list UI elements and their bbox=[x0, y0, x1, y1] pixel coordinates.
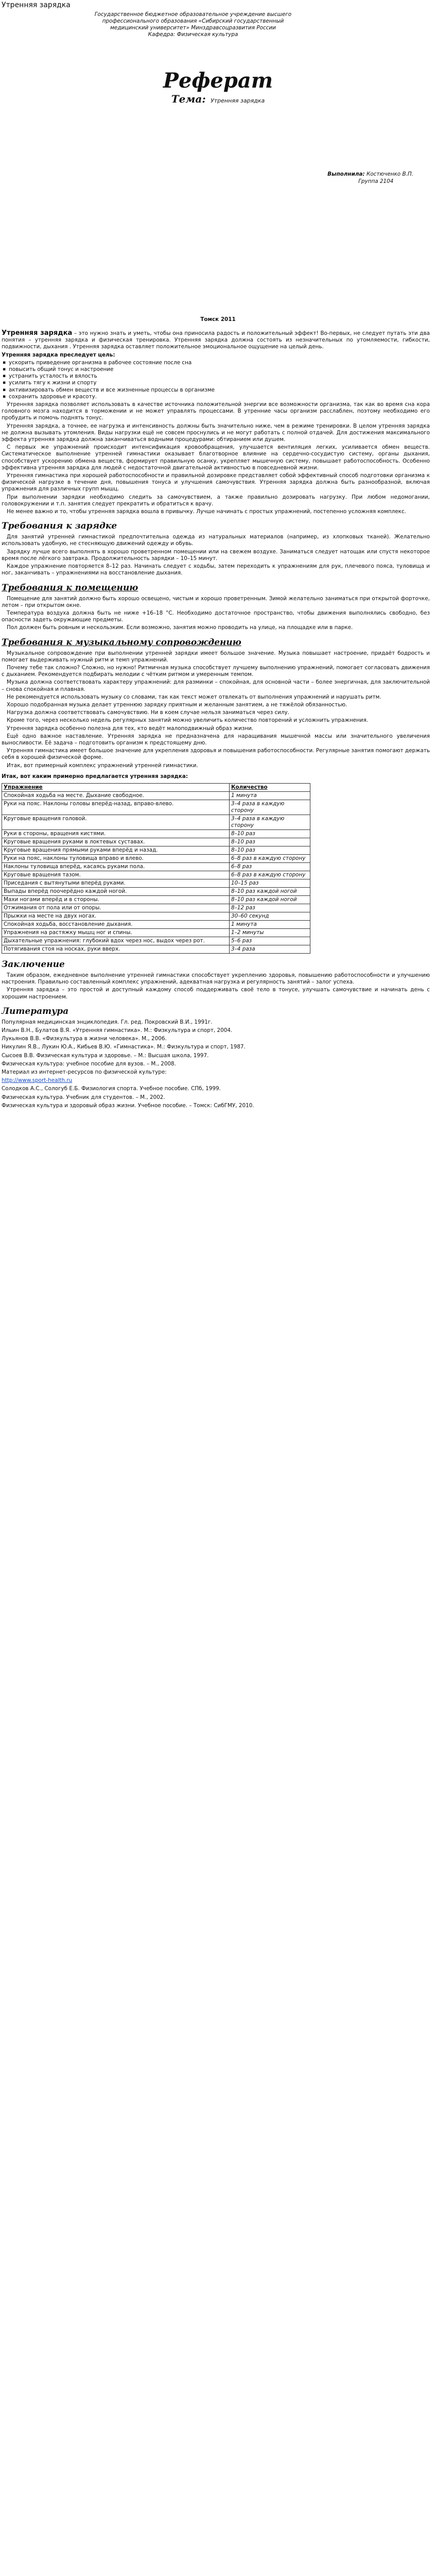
quantity-cell: 30–60 секунд bbox=[230, 912, 310, 920]
paragraph: Температура воздуха должна быть не ниже +16–18 °С. Необходимо достаточное пространство, чтобы движения выполнялись свободно, без опасности задеть окружающие предметы. bbox=[2, 609, 430, 623]
literature-item: Никулин Я.В., Лукин Ю.А., Кибьев В.Ю. «Гимнастика». М.: Физкультура и спорт, 1987. bbox=[2, 1044, 246, 1050]
exercise-table bbox=[2, 783, 310, 954]
paragraph: Музыка должна соответствовать характеру упражнений: для разминки – спокойная, для основной части – более энергичная, для заключительной – снова спокойная и плавная. bbox=[2, 679, 430, 692]
institution-line: медицинский университет» Минздравсоцразвития России bbox=[110, 25, 276, 31]
exercise-cell: Наклоны туловища вперёд, касаясь руками пола. bbox=[2, 862, 230, 871]
paragraph: При выполнении зарядки необходимо следить за самочувствием, а также правильно дозировать нагрузку. При любом недомогании, головокружении и т.п. занятия следует прекратить и обратиться к врачу. bbox=[2, 494, 430, 507]
paragraph: Для занятий утренней гимнастикой предпочтительна одежда из натуральных материалов (например, из хлопковых тканей). Желательно использовать удобную, не стесняющую движений одежду и обувь. bbox=[2, 534, 430, 547]
column-header: Количество bbox=[230, 783, 310, 791]
table-row bbox=[2, 945, 310, 953]
department-line: Кафедра: Физическая культура bbox=[148, 31, 238, 38]
topic bbox=[0, 93, 436, 105]
literature-item: Ильин В.Н., Булатов В.Я. «Утренняя гимнастика». М.: Физкультура и спорт, 2004. bbox=[2, 1027, 233, 1033]
section-heading-music: Требования к музыкальному сопровождению bbox=[2, 637, 241, 648]
column-header: Упражнение bbox=[2, 783, 230, 791]
table-row bbox=[2, 815, 310, 829]
quantity-cell: 6–8 раз bbox=[230, 862, 310, 871]
exercise-cell: Отжимания от пола или от опоры. bbox=[2, 904, 230, 912]
table-row bbox=[2, 937, 310, 945]
author-name: Костюченко В.П. bbox=[366, 171, 413, 177]
author-label: Выполнила: bbox=[327, 171, 365, 177]
paragraph: Не рекомендуется использовать музыку со словами, так как текст может отвлекать от выполнения упражнений и нарушать ритм. bbox=[7, 693, 381, 700]
quantity-cell: 8–12 раз bbox=[230, 904, 310, 912]
exercise-cell: Спокойная ходьба на месте. Дыхание свободное. bbox=[2, 791, 230, 800]
quantity-cell: 8–10 раз каждой ногой bbox=[230, 895, 310, 904]
paragraph: Утренняя зарядка особенно полезна для тех, кто ведёт малоподвижный образ жизни. bbox=[7, 725, 254, 732]
exercise-cell: Спокойная ходьба, восстановление дыхания. bbox=[2, 920, 230, 928]
goal-item: ▪ сохранить здоровье и красоту. bbox=[2, 394, 430, 400]
literature-item: Сысоев В.В. Физическая культура и здоровье. – М.: Высшая школа, 1997. bbox=[2, 1052, 209, 1059]
literature-item: Физическая культура и здоровый образ жизни. Учебное пособие. – Томск: СибГМУ, 2010. bbox=[2, 1102, 254, 1109]
paragraph: Кроме того, через несколько недель регулярных занятий можно увеличить количество повторений и усложнить упражнения. bbox=[7, 717, 369, 724]
exercise-cell: Круговые вращения тазом. bbox=[2, 871, 230, 879]
table-row bbox=[2, 854, 310, 862]
table-row bbox=[2, 838, 310, 846]
quantity-cell: 8–10 раз bbox=[230, 846, 310, 854]
group-number: Группа 2104 bbox=[358, 178, 394, 184]
literature-item: Физическая культура: учебное пособие для вузов. – М., 2008. bbox=[2, 1060, 176, 1067]
author-block bbox=[327, 171, 413, 185]
exercise-cell: Приседания с вытянутыми вперёд руками. bbox=[2, 879, 230, 887]
table-row bbox=[2, 928, 310, 937]
exercise-cell: Потягивания стоя на носках, руки вверх. bbox=[2, 945, 230, 953]
table-row bbox=[2, 887, 310, 895]
city-year: Томск 2011 bbox=[200, 316, 236, 323]
quantity-cell: 3–4 раза в каждую сторону bbox=[230, 800, 310, 815]
table-row bbox=[2, 846, 310, 854]
quantity-cell: 1 минута bbox=[230, 920, 310, 928]
paragraph: Нагрузка должна соответствовать самочувствию. Ни в коем случае нельзя заниматься через силу. bbox=[7, 709, 290, 716]
goal-item: ▪ устранить усталость и вялость bbox=[2, 373, 430, 380]
table-row bbox=[2, 904, 310, 912]
topic-label: Тема: bbox=[171, 93, 206, 105]
topic-value: Утренняя зарядка bbox=[211, 97, 265, 104]
paragraph: Утренняя зарядка позволяет использовать в качестве источника положительной энергии все возможности организма, так как во время сна кора головного мозга находится в торможении и не может управлять процессами. В утренние часы организм расслаблен, поэтому необходимо его пробудить и помочь поднять тонус. bbox=[2, 401, 430, 421]
goal-item: ▪ ускорить приведение организма в рабочее состояние после сна bbox=[2, 360, 430, 366]
quantity-cell: 6–8 раз в каждую сторону bbox=[230, 871, 310, 879]
paragraph: Утренняя зарядка – это простой и доступный каждому способ поддерживать своё тело в тонусе, улучшать самочувствие и начинать день с хорошим настроением. bbox=[2, 987, 430, 1000]
paragraph: Каждое упражнение повторяется 8–12 раз. Начинать следует с ходьбы, затем переходить к упражнениям для рук, плечевого пояса, туловища и ног, заканчивать – упражнениями на восстановление дыхания. bbox=[2, 563, 430, 577]
exercise-cell: Руки на пояс. Наклоны головы вперёд-назад, вправо-влево. bbox=[2, 800, 230, 815]
paragraph: Пол должен быть ровным и нескользким. Если возможно, занятия можно проводить на улице, на площадке или в парке. bbox=[7, 624, 353, 631]
goal-item: ▪ повысить общий тонус и настроение bbox=[2, 366, 430, 373]
exercise-cell: Круговые вращения головой. bbox=[2, 815, 230, 829]
quantity-cell: 3–4 раза в каждую сторону bbox=[230, 815, 310, 829]
table-header-row bbox=[2, 783, 310, 791]
paragraph: Таким образом, ежедневное выполнение утренней гимнастики способствует укреплению здоровья, повышению работоспособности и улучшению настроения. Правильно составленный комплекс упражнений, адекватная нагрузка и регулярность занятий – залог успеха. bbox=[2, 972, 430, 986]
goals-title: Утренняя зарядка преследует цель: bbox=[2, 351, 115, 358]
quantity-cell: 1–2 минуты bbox=[230, 928, 310, 937]
table-row bbox=[2, 912, 310, 920]
literature-item: Солодков А.С., Сологуб Е.Б. Физиология спорта. Учебное пособие. СПб, 1999. bbox=[2, 1086, 221, 1092]
institution-line: Государственное бюджетное образовательное учреждение высшего bbox=[94, 11, 292, 18]
paragraph: Музыкальное сопровождение при выполнении утренней зарядки имеет большое значение. Музыка повышает настроение, придаёт бодрость и помогает выдерживать нужный ритм и темп упражнений. bbox=[2, 650, 430, 663]
paragraph: С первых же упражнений происходит интенсификация кровообращения, улучшается вентиляция легких, усиливается обмен веществ. Систематическое выполнение утренней гимнастики оказывает благотворное влияние на сердечно-сосудистую систему, органы дыхания, способствует ускорению обмена веществ, формирует правильную осанку, укрепляет мышечную систему, повышает работоспособность. Особенно эффективна утренняя зарядка для людей с недостаточной двигательной активностью в повседневной жизни. bbox=[2, 444, 430, 471]
paragraph: Помещение для занятий должно быть хорошо освещено, чистым и хорошо проветренным. Зимой желательно заниматься при открытой форточке, летом – при открытом окне. bbox=[2, 595, 430, 608]
quantity-cell: 8–10 раз bbox=[230, 829, 310, 838]
table-body bbox=[2, 791, 310, 953]
table-row bbox=[2, 862, 310, 871]
literature-item: Лукьянов В.В. «Физкультура в жизни человека». М., 2006. bbox=[2, 1036, 167, 1042]
paragraph: Итак, вот примерный комплекс упражнений утренней гимнастики. bbox=[7, 762, 198, 769]
section-heading-requirements: Требования к зарядке bbox=[2, 521, 117, 532]
exercise-cell: Круговые вращения прямыми руками вперёд и назад. bbox=[2, 846, 230, 854]
quantity-cell: 6–8 раз в каждую сторону bbox=[230, 854, 310, 862]
paragraph: Почему тебе так сложно? Сложно, но нужно! Ритмичная музыка способствует лучшему выполнению упражнений, помогает согласовать движения с дыханием. Рекомендуется подбирать мелодии с чётким ритмом и умеренным темпом. bbox=[2, 664, 430, 678]
goal-item: ▪ усилить тягу к жизни и спорту bbox=[2, 380, 430, 386]
exercise-cell: Махи ногами вперёд и в стороны. bbox=[2, 895, 230, 904]
section-heading-conclusion: Заключение bbox=[2, 959, 65, 970]
exercise-cell: Круговые вращения руками в локтевых суставах. bbox=[2, 838, 230, 846]
exercise-cell: Упражнения на растяжку мышц ног и спины. bbox=[2, 928, 230, 937]
paragraph: Утренняя гимнастика при хорошей работоспособности и правильной дозировке представляет собой эффективный способ подготовки организма к физической нагрузке в течение дня, повышения тонуса и улучшения самочувствия. Утренняя зарядка должна быть разнообразной, включая упражнения для различных групп мышц. bbox=[2, 472, 430, 493]
paragraph: Ещё одно важное наставление. Утренняя зарядка не предназначена для наращивания мышечной массы или значительного увеличения выносливости. Её задача – подготовить организм к предстоящему дню. bbox=[2, 733, 430, 746]
table-row bbox=[2, 920, 310, 928]
literature-item: Физическая культура. Учебник для студентов. – М., 2002. bbox=[2, 1094, 165, 1100]
institution-line: профессионального образования «Сибирский государственный bbox=[102, 18, 284, 24]
paragraph: Зарядку лучше всего выполнять в хорошо проветренном помещении или на свежем воздухе. Заниматься следует натощак или спустя некоторое время после лёгкого завтрака. Продолжительность зарядки – 10–15 минут. bbox=[2, 548, 430, 562]
table-row bbox=[2, 879, 310, 887]
intro-lead: Утренняя зарядка bbox=[2, 329, 73, 337]
section-heading-room: Требования к помещению bbox=[2, 582, 138, 593]
quantity-cell: 1 минута bbox=[230, 791, 310, 800]
document-title: Реферат bbox=[163, 69, 273, 93]
quantity-cell: 8–10 раз каждой ногой bbox=[230, 887, 310, 895]
paragraph: Утренняя зарядка, а точнее, ее нагрузка и интенсивность должны быть значительно ниже, чем в режиме тренировки. В целом утренняя зарядка не должна вызывать утомления. Виды нагрузки ещё не совсем проснулись и не могут работать с полной отдачей. Для достижения максимального эффекта утренняя зарядка должна заканчиваться водными процедурами: обтиранием или душем. bbox=[2, 422, 430, 443]
goal-item: ▪ активизировать обмен веществ и все жизненные процессы в организме bbox=[2, 387, 430, 394]
exercise-cell: Выпады вперёд поочерёдно каждой ногой. bbox=[2, 887, 230, 895]
exercise-cell: Руки на пояс, наклоны туловища вправо и влево. bbox=[2, 854, 230, 862]
table-row bbox=[2, 829, 310, 838]
literature-item: Материал из интернет-ресурсов по физической культуре: bbox=[2, 1069, 167, 1075]
document-body bbox=[2, 330, 430, 1111]
table-row bbox=[2, 871, 310, 879]
page-heading: Утренняя зарядка bbox=[2, 1, 71, 9]
goals-list bbox=[2, 360, 430, 400]
exercise-cell: Руки в стороны, вращения кистями. bbox=[2, 829, 230, 838]
table-row bbox=[2, 791, 310, 800]
intro-paragraph bbox=[2, 330, 430, 351]
quantity-cell: 5–6 раз bbox=[230, 937, 310, 945]
quantity-cell: 3–4 раза bbox=[230, 945, 310, 953]
quantity-cell: 10–15 раз bbox=[230, 879, 310, 887]
exercise-cell: Прыжки на месте на двух ногах. bbox=[2, 912, 230, 920]
paragraph: Хорошо подобранная музыка делает утреннюю зарядку приятным и желанным занятием, а не тяжёлой обязанностью. bbox=[7, 701, 347, 708]
institution-header bbox=[31, 11, 355, 38]
exercise-cell: Дыхательные упражнения: глубокий вдох через нос, выдох через рот. bbox=[2, 937, 230, 945]
literature-list bbox=[2, 1019, 430, 1109]
intro-text: – это нужно знать и уметь, чтобы она приносила радость и положительный эффект! Во-первых, не следует путать эти два понятия – утренняя зарядка и физическая тренировка. Утренняя зарядка должна состоять из незначительных по утомляемости, гибкости, подвижности, дыхания . Утренняя зарядка оставляет положительное эмоциональное ощущение на целый день. bbox=[2, 330, 430, 350]
paragraph: Не менее важно и то, чтобы утренняя зарядка вошла в привычку. Лучше начинать с простых упражнений, постепенно усложняя комплекс. bbox=[7, 509, 406, 515]
quantity-cell: 8–10 раз bbox=[230, 838, 310, 846]
table-row bbox=[2, 800, 310, 815]
table-row bbox=[2, 895, 310, 904]
section-heading-literature: Литература bbox=[2, 1006, 69, 1016]
table-caption: Итак, вот каким примерно предлагается утренняя зарядка: bbox=[2, 773, 188, 779]
literature-item: Популярная медицинская энциклопедия. Гл. ред. Покровский В.И., 1991г. bbox=[2, 1019, 213, 1025]
paragraph: Утренняя гимнастика имеет большое значение для укрепления здоровья и повышения работоспособности. Регулярные занятия помогают держать себя в хорошей физической форме. bbox=[2, 748, 430, 761]
literature-link[interactable]: http://www.sport-health.ru bbox=[2, 1077, 73, 1084]
